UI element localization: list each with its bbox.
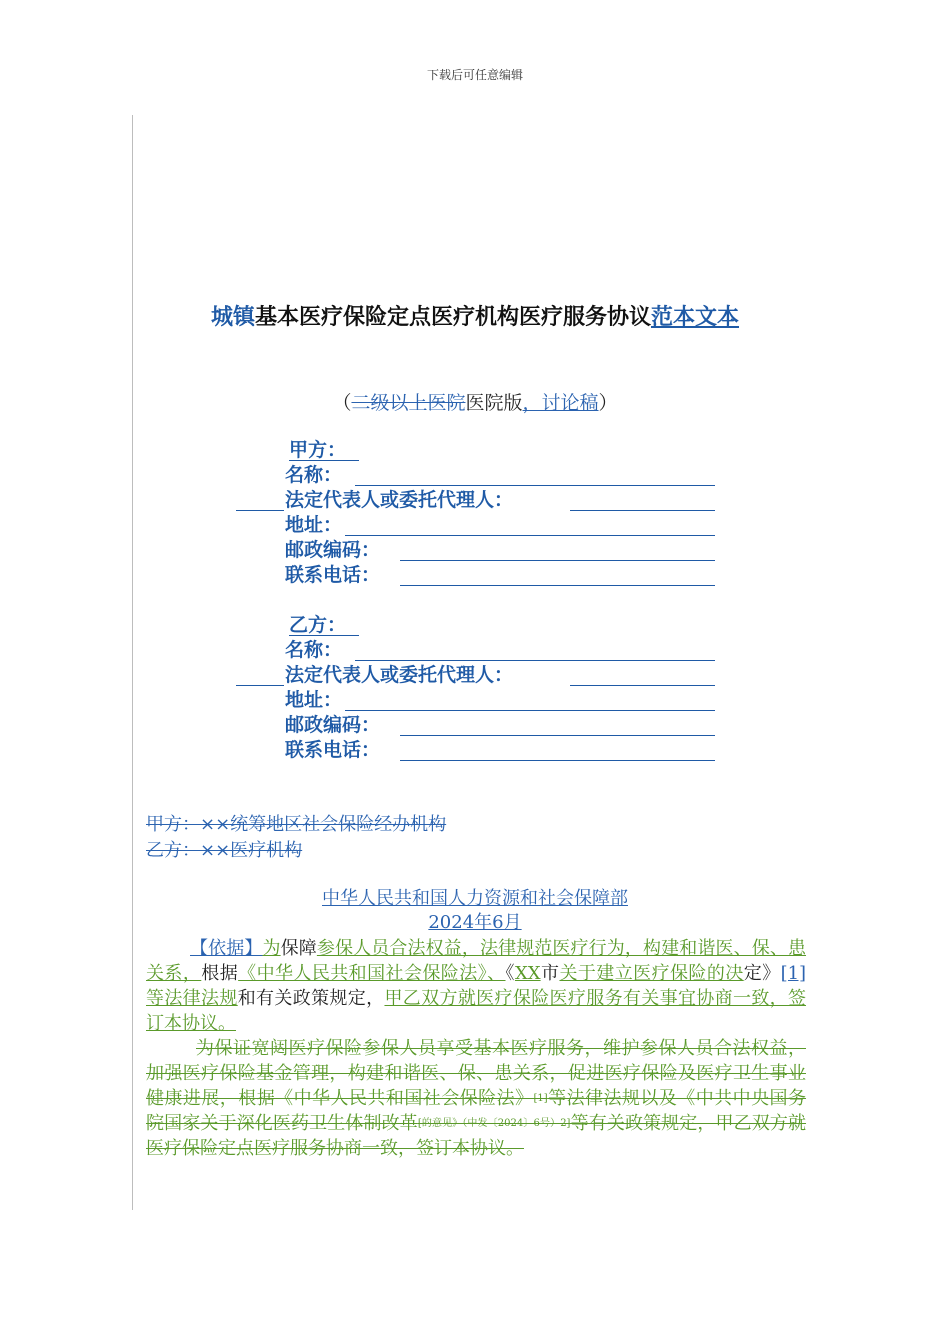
party-a-rep-label: 法定代表人或委托代理人： (285, 489, 514, 511)
subtitle-open: （ (332, 392, 352, 414)
party-a-address-label: 地址： (285, 514, 343, 536)
party-b-rep-lead (236, 685, 284, 686)
margin-line (132, 115, 133, 1210)
footnote-ref[interactable]: [1] (780, 963, 807, 984)
document-title (0, 300, 950, 331)
subtitle-normal: 医院版 (465, 392, 523, 414)
party-a-name-label: 名称： (285, 464, 343, 486)
party-b-address-label: 地址： (285, 689, 343, 711)
party-a-postcode-field (400, 560, 715, 561)
title-part-1: 城镇 (210, 305, 255, 330)
party-b-postcode-label: 邮政编码： (285, 714, 381, 736)
basis-paragraph: 【依据】为保障参保人员合法权益，法律规范医疗行为，构建和谐医、保、患关系，根据《中华人民共和国社会保险法》、《XX市关于建立医疗保险的决定》[1]等法律法规和有关政策规定，甲乙双方就医疗保险医疗服务有关事宜协商一致，签订本协议。 (146, 938, 807, 1034)
title-part-3: 范本文本 (651, 305, 740, 330)
party-a-address-field (345, 535, 715, 536)
party-a-rep-field (570, 510, 715, 511)
party-b-phone-field (400, 760, 715, 761)
party-b-postcode-field (400, 735, 715, 736)
party-a-name-field (355, 485, 715, 486)
party-a-phone-field (400, 585, 715, 586)
header-note: 下载后可任意编辑 (426, 68, 523, 82)
party-a-phone-label: 联系电话： (285, 564, 381, 586)
party-a-rep-lead (236, 510, 284, 511)
subtitle-close: ） (598, 392, 618, 414)
party-a-postcode-label: 邮政编码： (285, 539, 381, 561)
subtitle-inserted: ，讨论稿 (522, 392, 599, 414)
party-a-heading-underline (289, 460, 359, 461)
party-b-name-field (355, 660, 715, 661)
party-b-heading-underline (289, 635, 359, 636)
party-b-phone-label: 联系电话： (285, 739, 381, 761)
party-b-heading: 乙方： (289, 614, 347, 636)
party-b-name-label: 名称： (285, 639, 343, 661)
title-part-2: 基本医疗保险定点医疗机构医疗服务协议 (254, 305, 651, 330)
issuing-organization: 中华人民共和国人力资源和社会保障部 (322, 888, 628, 909)
struck-paragraph: 为保证宽闼医疗保险参保人员享受基本医疗服务，维护参保人员合法权益，加强医疗保险基金管理，构建和谐医、保、患关系，促进医疗保险及医疗卫生事业健康进展，根据《中华人民共和国社会保险法》[1]等法律法规以及《中共中央国务院国家关于深化医药卫生体制改革[的意见》（中发〔2024〕6号）2]等有关政策规定，甲乙双方就医疗保险定点医疗服务协商一致，签订本协议。 (146, 1038, 807, 1159)
party-b-rep-field (570, 685, 715, 686)
issue-date: 2024年6月 (428, 912, 522, 933)
document-subtitle (0, 388, 950, 415)
party-a-heading: 甲方： (289, 439, 347, 461)
subtitle-deleted: 二级以上医院 (351, 392, 466, 414)
struck-line-party-a: 甲方：××统筹地区社会保险经办机构 (146, 814, 447, 835)
basis-label: 【依据】 (190, 938, 263, 959)
party-b-rep-label: 法定代表人或委托代理人： (285, 664, 514, 686)
struck-line-party-b: 乙方：××医疗机构 (146, 840, 303, 861)
party-b-address-field (345, 710, 715, 711)
